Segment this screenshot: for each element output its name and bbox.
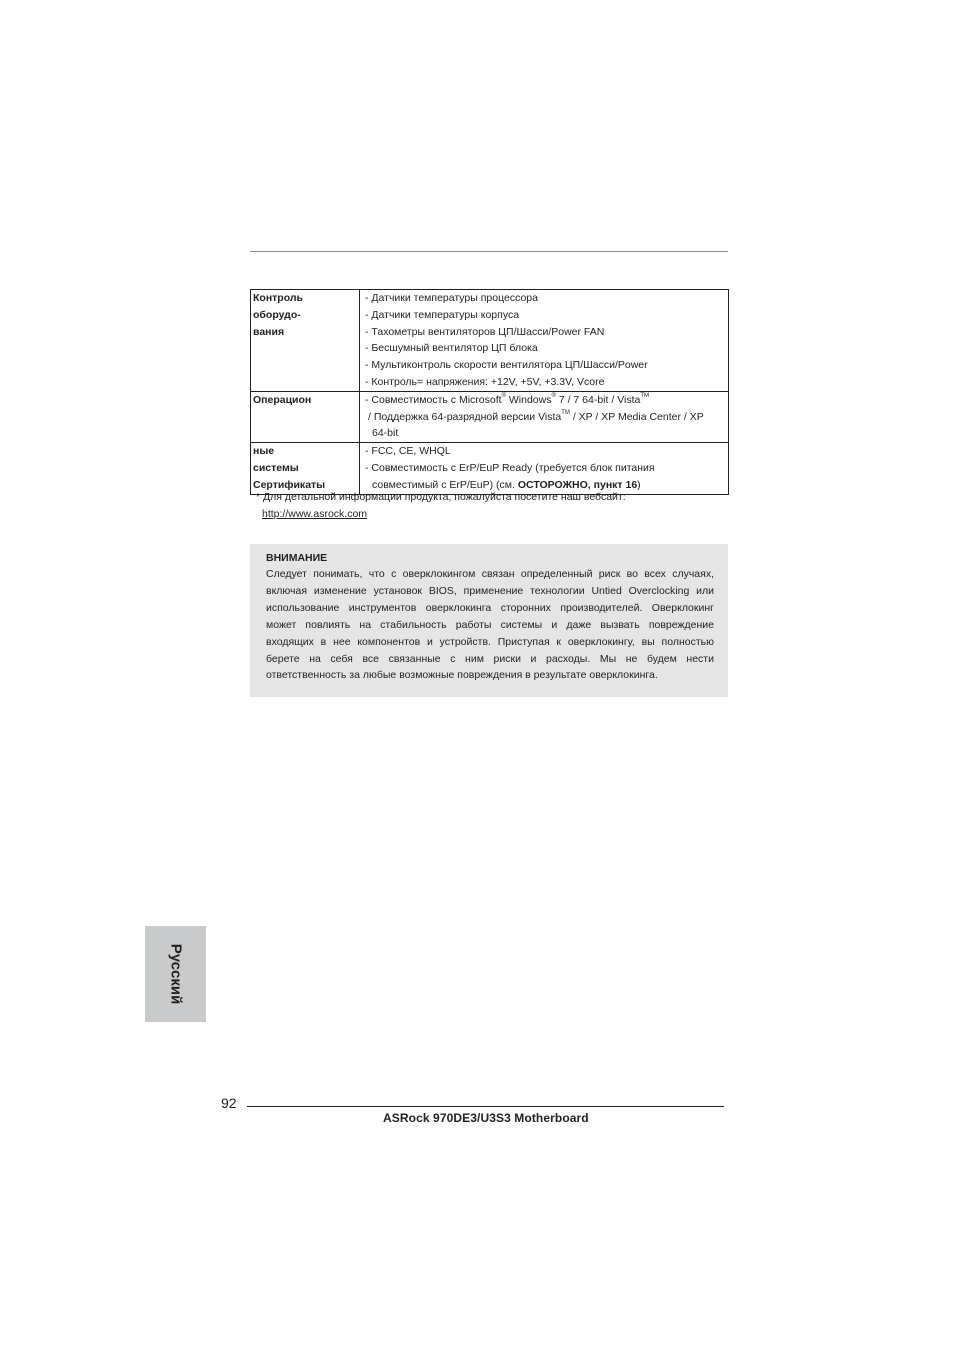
spec-line: - FCC, CE, WHQL (365, 445, 451, 458)
spec-line: / Поддержка 64-разрядной версии Vista™ / XP / XP Media Center / XP (368, 410, 704, 423)
language-label: Русский (167, 943, 184, 1005)
spec-line: - Мультиконтроль скорости вентилятора ЦП/Шасси/Power (365, 359, 648, 372)
spec-line: - Контроль= напряжения: +12V, +5V, +3.3V, Vcore (365, 375, 605, 388)
label-line: Контроль (253, 292, 303, 304)
language-side-tab (145, 926, 206, 1022)
row-value-os (360, 391, 729, 442)
row-value-certifications (360, 443, 729, 494)
warning-title: ВНИМАНИЕ (266, 552, 328, 564)
warning-line: берете на себя все связанные с ним риски и расходы. Мы не будем нести (266, 652, 714, 665)
row-label-os (251, 391, 360, 442)
warning-line: Следует понимать, что с оверклокингом связан определенный риск во всех случаях, (266, 568, 714, 580)
warning-text (266, 566, 714, 684)
table-row (251, 290, 729, 392)
page-number: 92 (221, 1095, 237, 1111)
label-line: оборудо- (253, 308, 301, 321)
label-line: вания (253, 325, 285, 338)
spec-line: - Датчики температуры процессора (365, 292, 538, 304)
warning-line: входящих в нее компонентов и устройств. Приступая к оверклокингу, вы полностью (266, 635, 714, 648)
label-line: системы (253, 461, 299, 474)
warning-line: использование инструментов оверклокинга сторонних производителей. Оверклокинг (266, 601, 714, 614)
table-row (251, 443, 729, 494)
label-line: ные (253, 445, 275, 458)
spec-line: - Датчики температуры корпуса (365, 308, 520, 321)
warning-line: ответственность за любые возможные повреждения в результате оверклокинга. (266, 669, 658, 682)
row-label-certifications (251, 443, 360, 494)
asrock-website-link[interactable]: http://www.asrock.com (262, 507, 368, 520)
warning-line: может повлиять на стабильность работы системы и даже вызвать повреждение (266, 618, 714, 631)
table-row (251, 391, 729, 442)
label-line: Сертификаты (253, 478, 326, 491)
row-value-hardware-monitor (360, 290, 729, 392)
spec-line: - Совместимость с ErP/EuP Ready (требуется блок питания (365, 461, 655, 474)
footer-product-title: ASRock 970DE3/U3S3 Motherboard (383, 1111, 589, 1125)
label-line: Операцион (253, 393, 312, 406)
warning-line: включая изменение установок BIOS, применение технологии Untied Overclocking или (266, 584, 714, 597)
spec-line: - Тахометры вентиляторов ЦП/Шасси/Power FAN (365, 325, 605, 338)
footnote-text: * Для детальной информации продукта, пожалуйста посетите наш вебсайт: (256, 491, 626, 503)
spec-line: - Совместимость с Microsoft® Windows® 7 / 7 64-bit / Vista™ (365, 393, 650, 406)
specifications-table (250, 289, 729, 495)
row-label-hardware-monitor (251, 290, 360, 392)
footnote (256, 489, 626, 523)
spec-line: 64-bit (372, 427, 399, 440)
warning-box (250, 544, 728, 697)
spec-line: - Бесшумный вентилятор ЦП блока (365, 342, 538, 355)
footer-divider (247, 1106, 724, 1107)
spec-line: совместимый с ErP/EuP) (см. ОСТОРОЖНО, пункт 16) (372, 478, 641, 491)
top-divider (250, 251, 728, 252)
